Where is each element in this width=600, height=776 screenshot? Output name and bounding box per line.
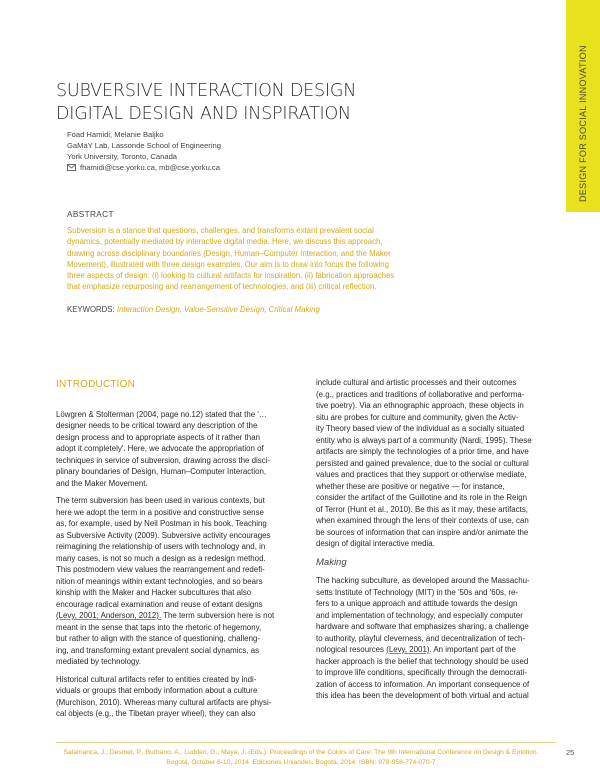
text-line: adopt it completely'. Here, we advocate the appropriation of bbox=[56, 444, 264, 453]
text-fragment: nological resources bbox=[316, 645, 387, 654]
text-line: design of digital interactive media. bbox=[316, 539, 435, 548]
text-line: consider the artifact of the Guillotine and its role in the Reign bbox=[316, 493, 527, 502]
left-column bbox=[56, 379, 304, 720]
text-line: as, for example, used by Neil Postman in his book, Teaching bbox=[56, 519, 267, 528]
text-line: setts Institute of Technology (MIT) in the '50s and '60s, re- bbox=[316, 587, 518, 597]
text-line: tive poetry). Via an ethnographic approach, these objects in bbox=[316, 401, 524, 410]
text-line: plinary boundaries of Design, Human–Computer Interaction, bbox=[56, 467, 267, 476]
text-line: many cases, is not so much a design as a redesign method. bbox=[56, 553, 266, 563]
paper-title bbox=[56, 80, 356, 126]
text-line: and implementation of technology, and especially computer bbox=[316, 610, 523, 620]
text-line: nition of meanings within extant technologies, and so bears bbox=[56, 576, 263, 586]
text-line: include cultural and artistic processes and their outcomes bbox=[316, 378, 517, 387]
paragraph bbox=[56, 674, 304, 720]
footer-divider bbox=[56, 742, 556, 743]
text-line bbox=[316, 644, 562, 656]
text-line: zation of access to information. An important consequence of bbox=[316, 679, 530, 689]
abstract-line: Movement), illustrated with three design examples. Our aim is to draw into focus the following bbox=[67, 259, 389, 269]
keywords bbox=[67, 305, 320, 314]
footer-citation bbox=[56, 748, 546, 768]
keywords-values: Interaction Design, Value-Sensitive Design, Critical Making bbox=[116, 305, 320, 314]
page-footer bbox=[0, 742, 600, 776]
citation-link[interactable]: (Levy, 2001; Anderson, 2012). bbox=[56, 611, 162, 620]
text-line: of Terror (Hunt et al., 2010). Be this as it may, these artifacts, bbox=[316, 504, 528, 514]
side-tab-label: DESIGN FOR SOCIAL INNOVATION bbox=[578, 45, 588, 202]
text-line: entity who is always part of a community (Nardi, 1995). These bbox=[316, 435, 532, 445]
page-number: 25 bbox=[566, 748, 575, 757]
text-line: whether these are positive or negative — for instance, bbox=[316, 481, 505, 491]
text-line: persisted and gained prevalence, due to the social or cultural bbox=[316, 458, 529, 468]
text-line: encourage radical examination and reuse of extant designs bbox=[56, 599, 263, 609]
text-line: (e.g., practices and traditions of collaborative and performa- bbox=[316, 389, 525, 399]
text-line: to improve life conditions, specifically through the democrati- bbox=[316, 668, 527, 677]
abstract-line: Subversion is a stance that questions, challenges, and transforms extant prevalent social bbox=[67, 226, 374, 235]
paragraph bbox=[316, 575, 562, 702]
text-line: ing, and transforming extant prevalent social dynamics, as bbox=[56, 645, 260, 655]
paragraph bbox=[56, 495, 304, 668]
text-line: as Subversive Activity (2009). Subversive activity encourages bbox=[56, 530, 271, 540]
text-line: Löwgren & Stolterman (2004, page no.12) stated that the '… bbox=[56, 409, 267, 419]
text-line: ity Theory based view of the individual as a socially situated bbox=[316, 424, 525, 433]
right-column bbox=[316, 377, 562, 702]
author-university: York University, Toronto, Canada bbox=[67, 152, 178, 161]
author-emails bbox=[67, 162, 221, 173]
text-line: here we adopt the term in a positive and constructive sense bbox=[56, 507, 264, 517]
subsection-heading-making: Making bbox=[316, 556, 347, 568]
text-line: Historical cultural artifacts refer to entities created by indi- bbox=[56, 674, 257, 684]
text-line: hardware and software that emphasizes sharing, a challenge bbox=[316, 622, 529, 631]
author-block bbox=[67, 129, 221, 173]
text-line: be sources of information that can inspire and/or animate the bbox=[316, 527, 529, 537]
text-line bbox=[56, 610, 304, 622]
email-addresses[interactable]: fhamidi@cse.yorku.ca, mb@cse.yorku.ca bbox=[80, 163, 220, 172]
text-line: situ are probes for culture and community, given the Activ- bbox=[316, 412, 519, 422]
keywords-label: KEYWORDS: bbox=[67, 305, 115, 314]
text-line: The term subversion has been used in various contexts, but bbox=[56, 496, 265, 505]
text-fragment: The term subversion here is not bbox=[161, 611, 275, 620]
text-line: (Murchison, 2010). Whereas many cultural artifacts are physi- bbox=[56, 697, 272, 707]
citation-link[interactable]: (Levy, 2001) bbox=[386, 645, 430, 654]
text-line: to authority, playful cleverness, and decentralization of tech- bbox=[316, 633, 526, 643]
title-line-2: DIGITAL DESIGN AND INSPIRATION bbox=[56, 104, 351, 124]
section-heading-introduction: INTRODUCTION bbox=[56, 379, 136, 390]
text-fragment: . An important part of the bbox=[429, 645, 516, 654]
abstract-line: that emphasize repurposing and rearrangement of technologies, and (iii) critical reflection. bbox=[67, 282, 377, 292]
text-line: cal objects (e.g., the Tibetan prayer wheel), they can also bbox=[56, 709, 256, 718]
text-line: meant in the sense that taps into the rhetoric of hegemony, bbox=[56, 622, 262, 632]
text-line: this idea has been the development of both virtual and actual bbox=[316, 691, 529, 700]
paragraph bbox=[56, 409, 304, 490]
text-line: and the Maker Movement. bbox=[56, 478, 148, 488]
text-line: design process and to appropriate aspects of it rather than bbox=[56, 432, 260, 442]
abstract-line: dynamics, potentially mediated by interactive digital media. Here, we discuss this approach, bbox=[67, 237, 383, 247]
text-line: values and practices that they support or otherwise mediate, bbox=[316, 470, 527, 479]
abstract-text bbox=[67, 225, 451, 293]
text-line: fers to a unique approach and attitude towards the design bbox=[316, 599, 518, 608]
footer-citation-line: Bogotá, October 6-10, 2014. Ediciones Uniandes, Bogotá, 2014. ISBN: 978-958-774-070-7 bbox=[166, 759, 436, 766]
text-line: The hacking subculture, as developed around the Massachu- bbox=[316, 576, 530, 585]
envelope-icon bbox=[67, 164, 76, 171]
text-line: hacker approach is the belief that technology should be used bbox=[316, 656, 529, 666]
text-line: designer needs to be critical toward any description of the bbox=[56, 421, 258, 430]
paragraph bbox=[316, 377, 562, 550]
footer-citation-line: Salamanca, J., Desmet, P., Burbano, A., Ludden, G., Maya, J. (Eds.). Proceedings of the Colors of Care: The 9th International Conference on Design & Emotion. bbox=[63, 749, 539, 756]
text-line: artifacts are simply the technologies of a prior time, and have bbox=[316, 447, 529, 456]
text-line: mediated by technology. bbox=[56, 657, 141, 666]
abstract-line: drawing across disciplinary boundaries (Design, Human–Computer Interaction, and the Maker bbox=[67, 248, 391, 258]
abstract-heading: ABSTRACT bbox=[67, 210, 114, 219]
text-line: techniques in service of subversion, drawing across the disci- bbox=[56, 455, 271, 465]
author-names: Foad Hamidi, Melanie Baljko bbox=[67, 130, 164, 139]
text-line: but rather to align with the stance of questioning, challeng- bbox=[56, 634, 260, 643]
text-line: reimagining the relationship of users with technology and, in bbox=[56, 542, 266, 551]
text-line: when examined through the lens of their contexts of use, can bbox=[316, 516, 529, 525]
abstract-line: three aspects of design: (i) looking to cultural artifacts for inspiration, (ii) fabrication approaches bbox=[67, 271, 395, 281]
text-line: viduals or groups that embody information about a culture bbox=[56, 686, 258, 695]
title-line-1: SUBVERSIVE INTERACTION DESIGN bbox=[56, 81, 357, 101]
text-line: kinship with the Maker and Hacker subcultures that also bbox=[56, 588, 252, 597]
author-lab: GaMaY Lab, Lassonde School of Engineering bbox=[67, 141, 221, 150]
text-line: This postmodern view values the rearrangement and redefi- bbox=[56, 565, 265, 574]
